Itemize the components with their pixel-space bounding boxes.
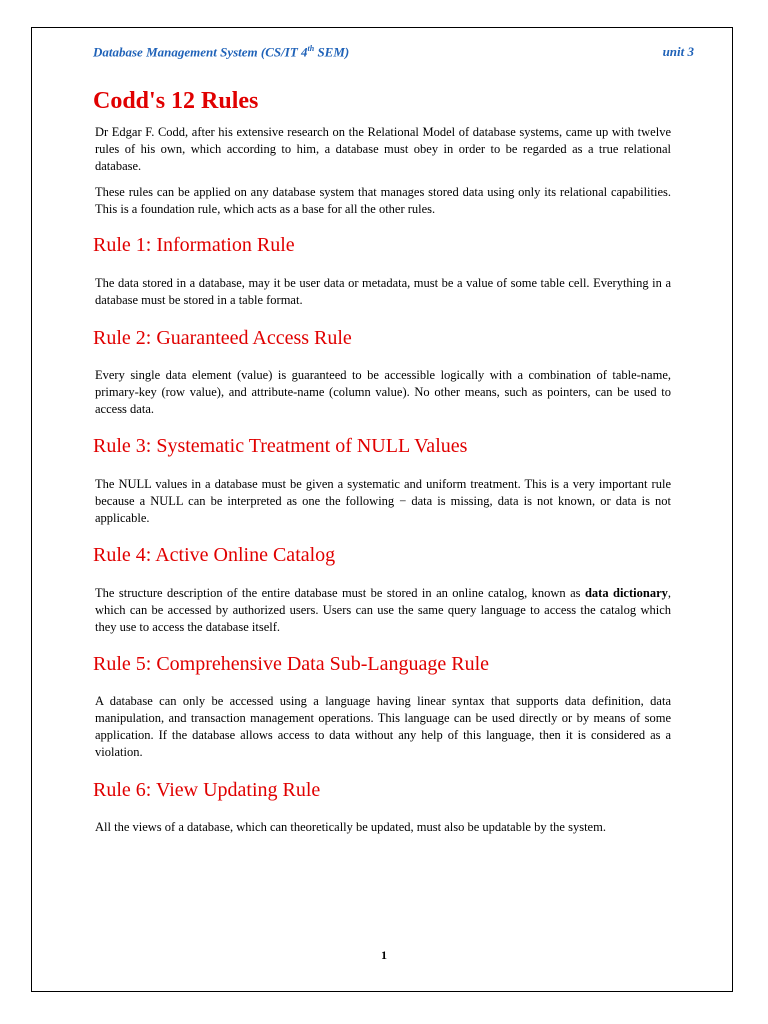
rule-4-body-pre: The structure description of the entire database must be stored in an online catalog, known as [95,586,585,600]
rule-3-body: The NULL values in a database must be given a systematic and uniform treatment. This is a very important rule because a NULL can be interpreted as one the following − data is missing, data is not known, or data is not applicable. [95,477,671,525]
rule-4-term-data-dictionary: data dictionary [584,586,668,600]
rule-4-body [95,585,671,636]
rule-1-body: The data stored in a database, may it be user data or metadata, must be a value of some table cell. Everything in a database must be stored in a table format. [95,276,671,307]
rule-6-heading: Rule 6: View Updating Rule [93,779,321,801]
rule-4-body-post: , which can be accessed by authorized users. Users can use the same query language to access the catalog which they use to access the database itself. [95,586,671,634]
running-header [93,44,349,60]
header-unit: unit 3 [662,44,694,59]
intro-paragraph-2: These rules can be applied on any database system that manages stored data using only its relational capabilities. This is a foundation rule, which acts as a base for all the other rules. [95,185,671,216]
rule-5-body: A database can only be accessed using a language having linear syntax that supports data definition, data manipulation, and transaction management operations. This language can be used directly or by means of some application. If the database allows access to data without any help of this language, then it is considered as a violation. [95,694,671,759]
rule-2-heading: Rule 2: Guaranteed Access Rule [93,327,352,349]
header-course: Database Management System (CS/IT 4 [93,44,308,60]
rule-5-heading: Rule 5: Comprehensive Data Sub-Language Rule [93,653,490,675]
rule-2-body: Every single data element (value) is guaranteed to be accessible logically with a combination of table-name, primary-key (row value), and attribute-name (column value). No other means, such as pointers, can be used to access data. [95,368,671,416]
rule-6-body: All the views of a database, which can theoretically be updated, must also be updatable by the system. [95,820,606,834]
page-number: 1 [381,948,387,962]
page-title: Codd's 12 Rules [93,88,259,114]
intro-paragraph-1: Dr Edgar F. Codd, after his extensive research on the Relational Model of database systems, came up with twelve rules of his own, which according to him, a database must obey in order to be regarded as a true relational database. [95,125,671,173]
header-course-tail: SEM) [314,44,350,60]
rule-3-heading: Rule 3: Systematic Treatment of NULL Values [93,435,468,457]
header-superscript: th [307,44,315,53]
rule-1-heading: Rule 1: Information Rule [93,234,295,256]
rule-4-heading: Rule 4: Active Online Catalog [93,544,336,566]
